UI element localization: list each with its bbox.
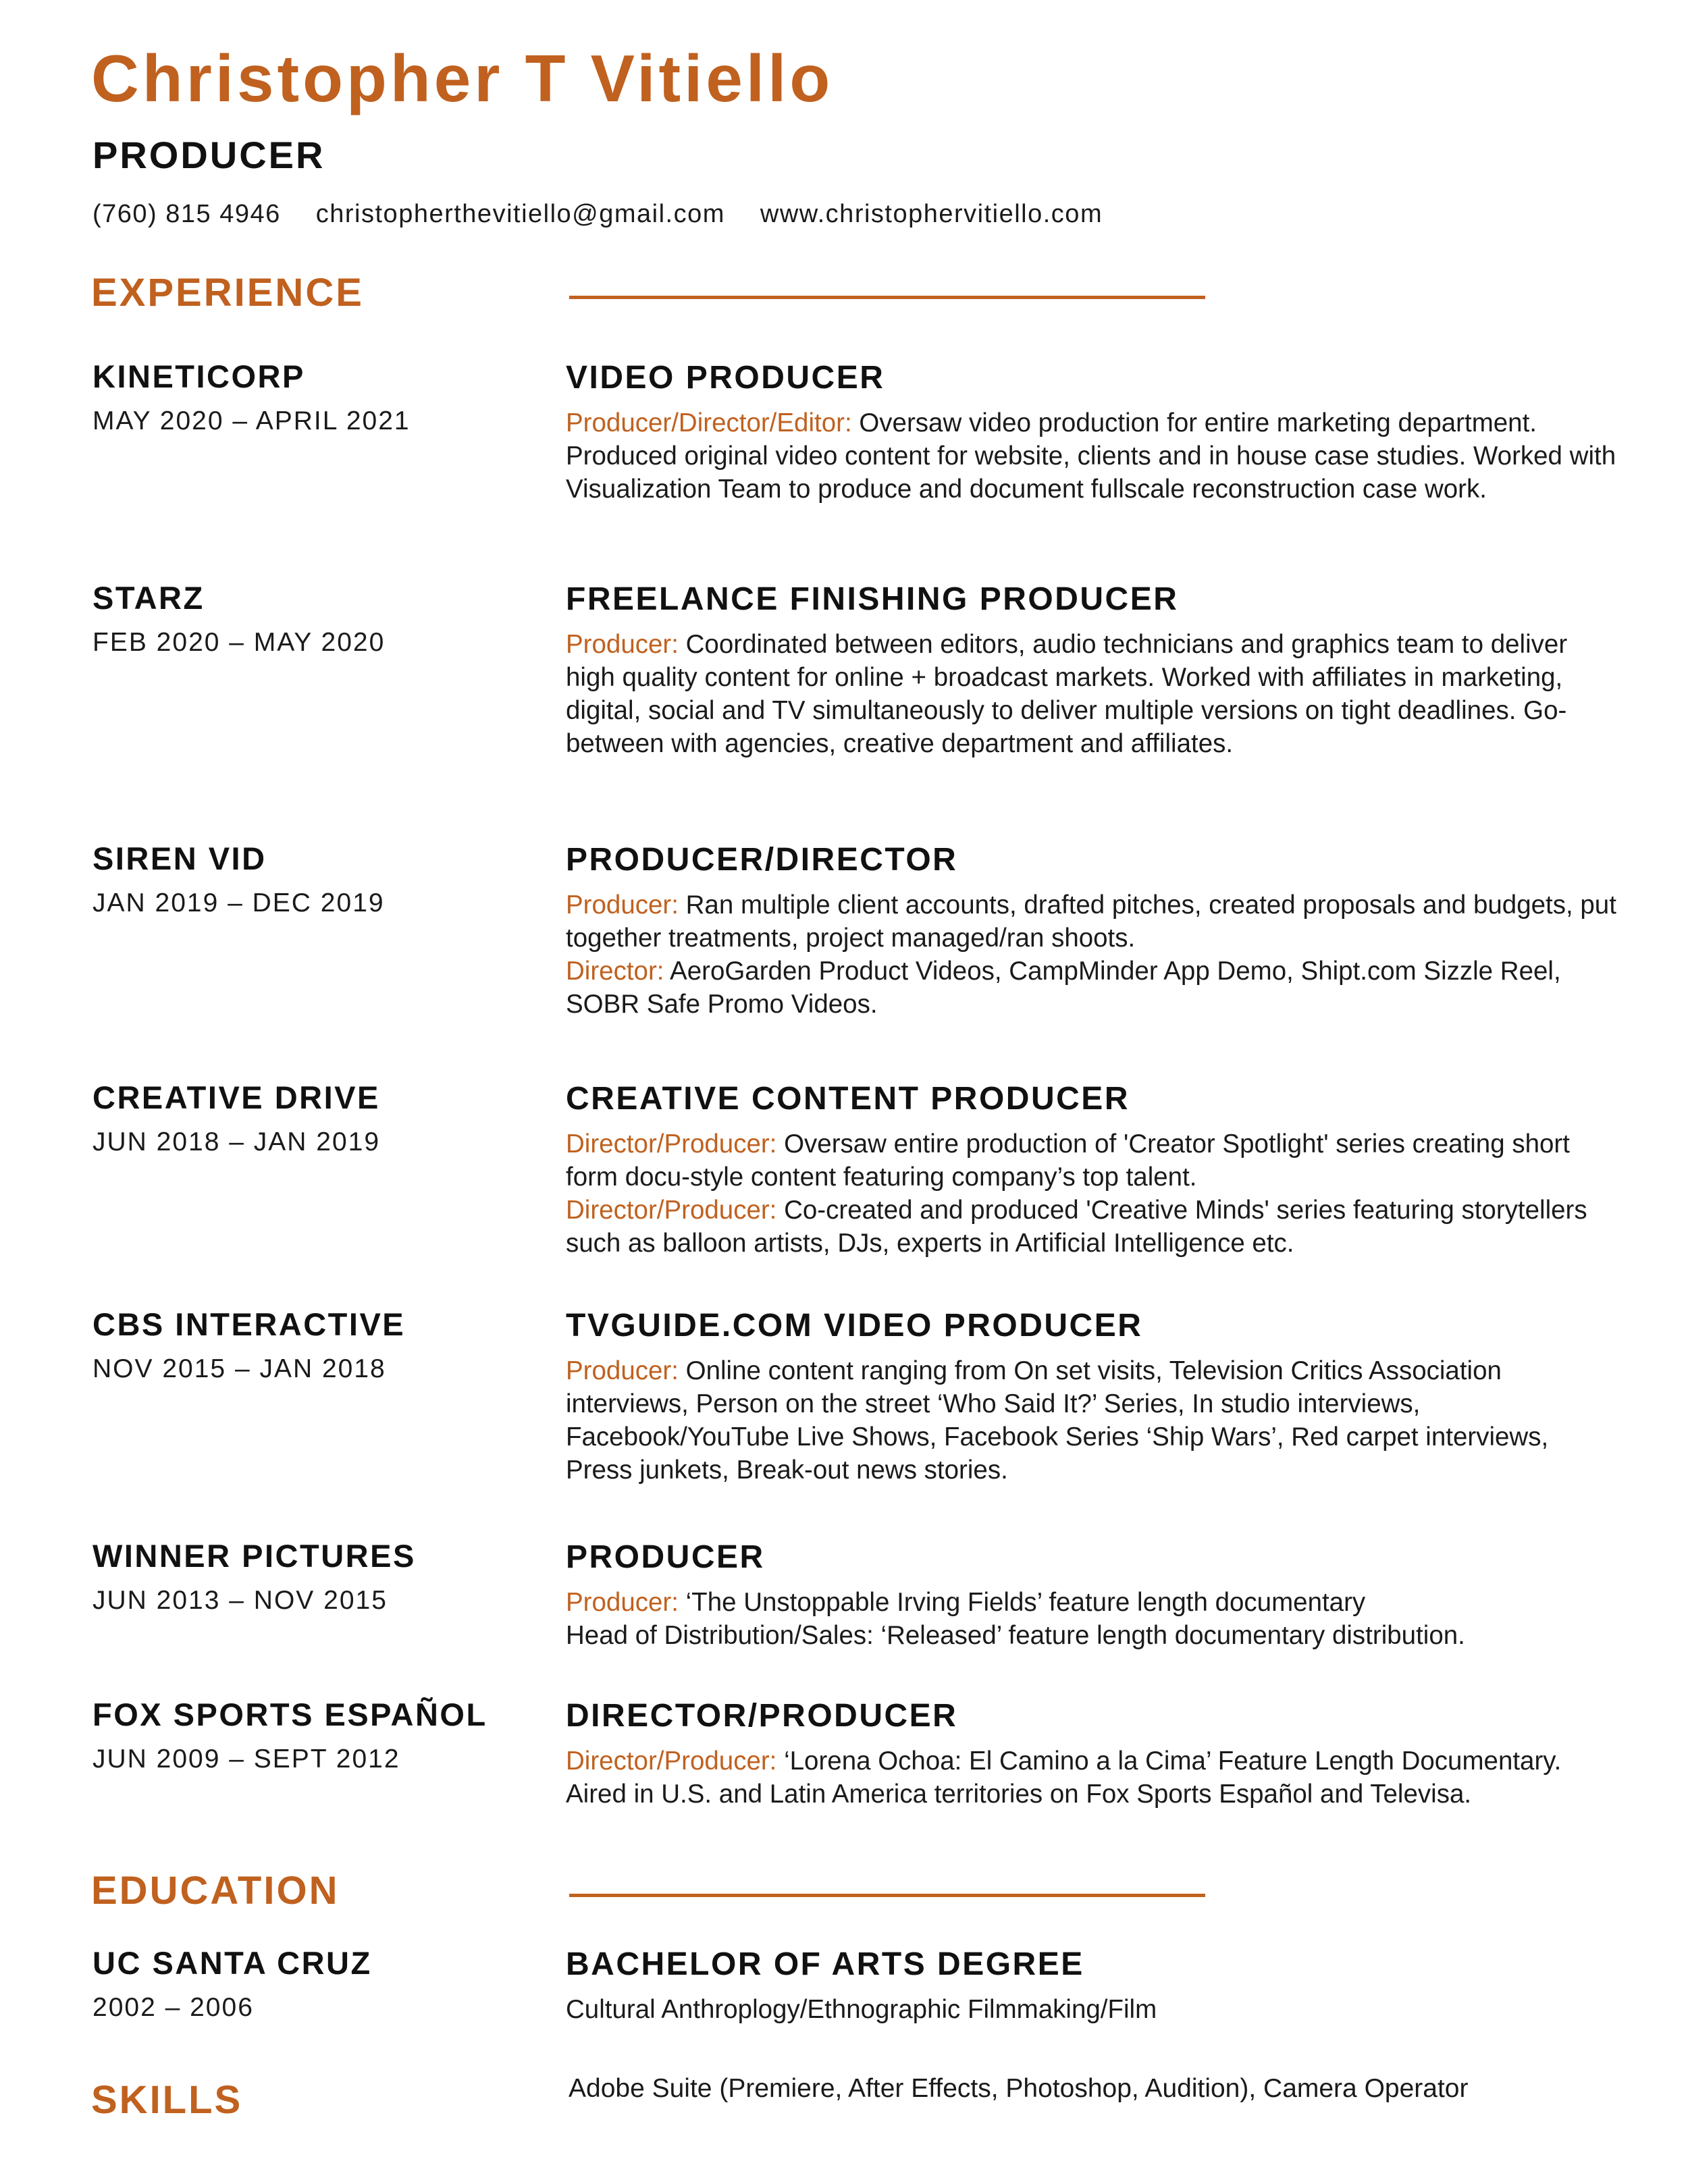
company-name: CBS INTERACTIVE — [93, 1306, 406, 1342]
job-description — [566, 1354, 1619, 1487]
description-text: Online content ranging from On set visits, Television Critics Association interviews, Person on the street ‘Who Said It?’ Series, In studio interviews, Facebook/YouTube Live Shows, Facebook Series ‘Ship Wars’, Red carpet interviews, Press junkets, Break-out news stories. — [566, 1356, 1549, 1485]
description-text: Coordinated between editors, audio technicians and graphics team to deliver high quality content for online + broadcast markets. Worked with affiliates in marketing, digital, social and TV simultaneously to deliver multiple versions on tight deadlines. Go-between with agencies, creative department and affiliates. — [566, 630, 1568, 758]
job-description — [566, 406, 1619, 506]
role-label: Producer/Director/Editor: — [566, 408, 852, 437]
company-name: WINNER PICTURES — [93, 1538, 416, 1574]
skills-heading: SKILLS — [91, 2078, 243, 2122]
description-paragraph — [566, 1194, 1619, 1260]
description-paragraph — [566, 1354, 1619, 1487]
company-name: STARZ — [93, 580, 205, 616]
email-address[interactable]: christopherthevitiello@gmail.com — [315, 200, 725, 228]
description-text: Co-created and produced 'Creative Minds' series featuring storytellers such as balloon artists, DJs, experts in Artificial Intelligence etc. — [566, 1196, 1587, 1258]
description-paragraph — [566, 1127, 1619, 1194]
job-title: FREELANCE FINISHING PRODUCER — [566, 581, 1179, 617]
role-label: Producer: — [566, 630, 679, 659]
school-name: UC SANTA CRUZ — [93, 1945, 372, 1981]
candidate-name: Christopher T Vitiello — [91, 41, 834, 115]
role-label: Producer: — [566, 1356, 679, 1385]
description-paragraph — [566, 1586, 1619, 1619]
employment-dates: JUN 2018 – JAN 2019 — [93, 1127, 381, 1156]
description-paragraph — [566, 406, 1619, 506]
education-divider — [569, 1894, 1205, 1897]
job-title: PRODUCER/DIRECTOR — [566, 842, 958, 878]
role-label: Producer: — [566, 1588, 679, 1617]
website-link[interactable]: www.christophervitiello.com — [760, 200, 1103, 228]
description-text: AeroGarden Product Videos, CampMinder App Demo, Shipt.com Sizzle Reel, SOBR Safe Promo Videos. — [566, 957, 1561, 1019]
description-text: Oversaw video production for entire marketing department. Produced original video content for website, clients and in house case studies. Worked with Visualization Team to produce and document fullscale reconstruction case work. — [566, 408, 1616, 504]
employment-dates: JUN 2013 – NOV 2015 — [93, 1586, 388, 1615]
job-title: PRODUCER — [566, 1539, 765, 1575]
experience-heading: EXPERIENCE — [91, 271, 364, 315]
description-paragraph — [566, 1744, 1619, 1811]
role-label: Director/Producer: — [566, 1747, 777, 1776]
description-paragraph — [566, 888, 1619, 955]
job-title: VIDEO PRODUCER — [566, 360, 885, 396]
employment-dates: MAY 2020 – APRIL 2021 — [93, 406, 411, 435]
job-description — [566, 1744, 1619, 1811]
job-description — [566, 1586, 1619, 1652]
skills-list: Adobe Suite (Premiere, After Effects, Photoshop, Audition), Camera Operator — [569, 2074, 1469, 2103]
employment-dates: JUN 2009 – SEPT 2012 — [93, 1744, 400, 1774]
description-paragraph — [566, 1619, 1619, 1652]
company-name: CREATIVE DRIVE — [93, 1080, 380, 1115]
role-label: Producer: — [566, 890, 679, 920]
description-paragraph — [566, 628, 1619, 760]
description-text: Ran multiple client accounts, drafted pitches, created proposals and budgets, put together treatments, project managed/ran shoots. — [566, 890, 1616, 953]
role-label: Director/Producer: — [566, 1129, 777, 1158]
candidate-role: PRODUCER — [93, 134, 325, 176]
description-text: Head of Distribution/Sales: ‘Released’ feature length documentary distribution. — [566, 1621, 1465, 1650]
employment-dates: FEB 2020 – MAY 2020 — [93, 628, 386, 657]
description-text: Oversaw entire production of 'Creator Spotlight' series creating short form docu-style content featuring company’s top talent. — [566, 1129, 1570, 1192]
phone-number: (760) 815 4946 — [93, 200, 281, 228]
role-label: Director/Producer: — [566, 1196, 777, 1225]
description-paragraph — [566, 955, 1619, 1021]
job-description — [566, 628, 1619, 760]
contact-info — [93, 200, 1138, 229]
employment-dates: NOV 2015 – JAN 2018 — [93, 1354, 386, 1383]
degree-title: BACHELOR OF ARTS DEGREE — [566, 1946, 1084, 1982]
company-name: KINETICORP — [93, 358, 305, 394]
degree-field: Cultural Anthroplogy/Ethnographic Filmmaking/Film — [566, 1995, 1157, 2024]
company-name: SIREN VID — [93, 841, 267, 876]
education-heading: EDUCATION — [91, 1869, 340, 1913]
job-description — [566, 888, 1619, 1021]
job-description — [566, 1127, 1619, 1260]
job-title: CREATIVE CONTENT PRODUCER — [566, 1081, 1130, 1117]
employment-dates: JAN 2019 – DEC 2019 — [93, 888, 385, 917]
description-text: ‘The Unstoppable Irving Fields’ feature length documentary — [678, 1588, 1366, 1617]
job-title: DIRECTOR/PRODUCER — [566, 1698, 958, 1734]
role-label: Director: — [566, 957, 664, 986]
job-title: TVGUIDE.COM VIDEO PRODUCER — [566, 1308, 1143, 1343]
education-dates: 2002 – 2006 — [93, 1993, 254, 2022]
company-name: FOX SPORTS ESPAÑOL — [93, 1697, 487, 1732]
experience-divider — [569, 296, 1205, 299]
description-text: ‘Lorena Ochoa: El Camino a la Cima’ Feature Length Documentary. Aired in U.S. and Latin America territories on Fox Sports Español and Televisa. — [566, 1747, 1562, 1809]
